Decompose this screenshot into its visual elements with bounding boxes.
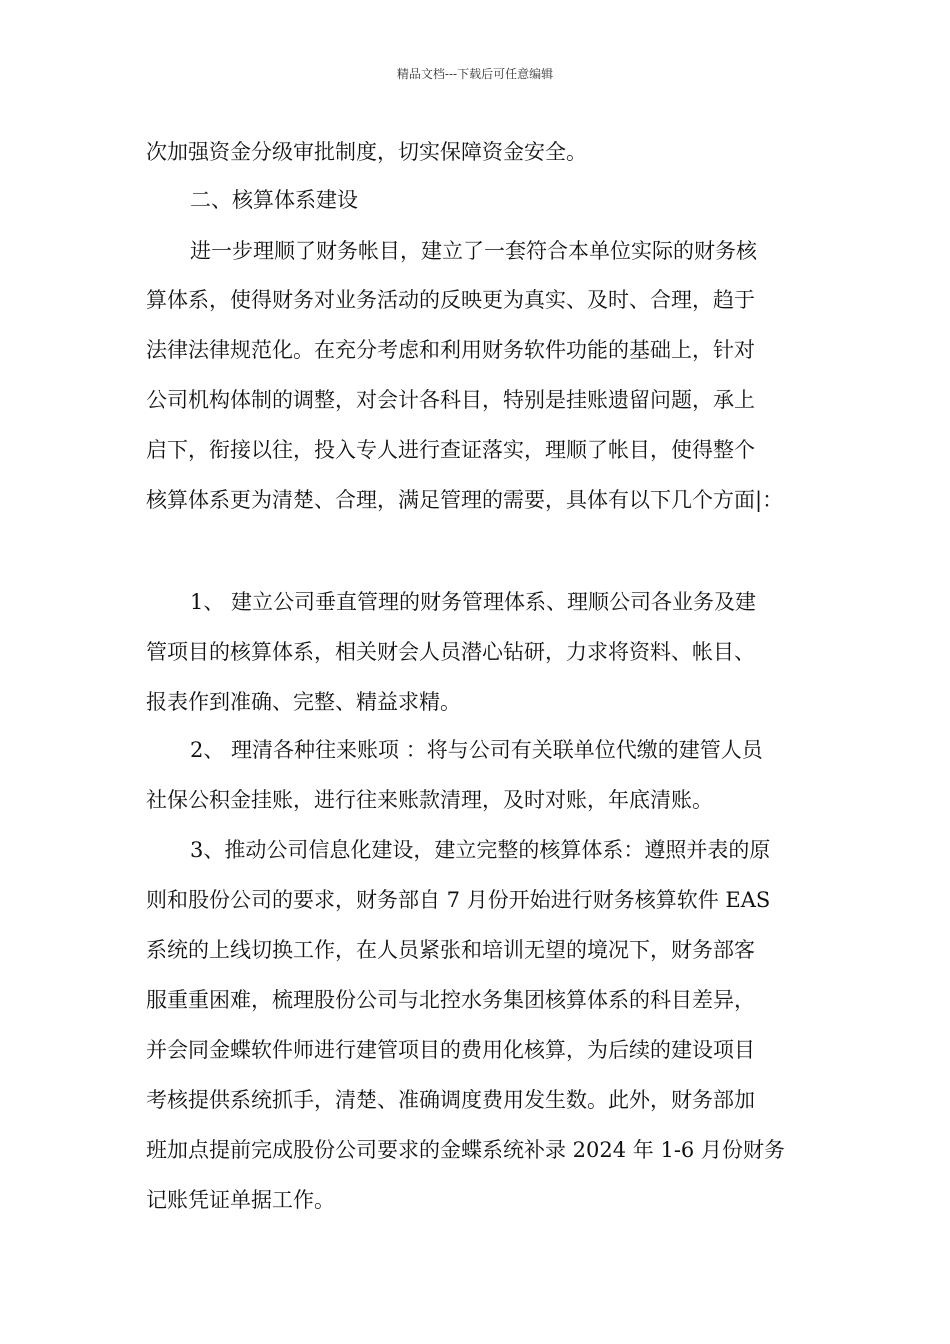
text-line: 管项目的核算体系，相关财会人员潜心钻研，力求将资料、帐目、 [146, 640, 755, 664]
text-line: 公司机构体制的调整，对会计各科目，特别是挂账遗留问题，承上 [146, 388, 755, 412]
text-line: 启下，衔接以往，投入专人进行查证落实，理顺了帐目，使得整个 [146, 438, 755, 462]
text-line: 算体系，使得财务对业务活动的反映更为真实、及时、合理，趋于 [146, 288, 755, 312]
text-line: 并会同金蝶软件师进行建管项目的费用化核算，为后续的建设项目 [146, 1038, 755, 1062]
list-item-text: 3、推动公司信息化建设，建立完整的核算体系：遵照并表的原 [190, 838, 771, 862]
page-header: 精品文档---下载后可任意编辑 [396, 67, 554, 81]
text-line: 记账凭证单据工作。 [146, 1188, 335, 1212]
text-line: 社保公积金挂账，进行往来账款清理，及时对账，年底清账。 [146, 788, 713, 812]
text-line: 次加强资金分级审批制度，切实保障资金安全。 [146, 140, 587, 164]
text-line: 则和股份公司的要求，财务部自 7 月份开始进行财务核算软件 EAS [146, 888, 771, 912]
list-item-text: 1、 建立公司垂直管理的财务管理体系、理顺公司各业务及建 [190, 590, 757, 614]
text-line: 班加点提前完成股份公司要求的金蝶系统补录 2024 年 1-6 月份财务 [146, 1138, 785, 1162]
text-line: 考核提供系统抓手，清楚、准确调度费用发生数。此外，财务部加 [146, 1088, 755, 1112]
text-line: 法律法律规范化。在充分考虑和利用财务软件功能的基础上，针对 [146, 338, 755, 362]
text-line: 进一步理顺了财务帐目，建立了一套符合本单位实际的财务核 [190, 239, 757, 263]
section-heading: 二、核算体系建设 [190, 188, 358, 212]
text-line: 系统的上线切换工作，在人员紧张和培训无望的境况下，财务部客 [146, 938, 755, 962]
list-item-text: 2、 理清各种往来账项 ：将与公司有关联单位代缴的建管人员 [190, 738, 763, 762]
text-line: 服重重困难，梳理股份公司与北控水务集团核算体系的科目差异， [146, 988, 755, 1012]
text-line: 报表作到准确、完整、精益求精。 [146, 690, 461, 714]
text-line: 核算体系更为清楚、合理，满足管理的需要，具体有以下几个方面|： [146, 488, 784, 512]
